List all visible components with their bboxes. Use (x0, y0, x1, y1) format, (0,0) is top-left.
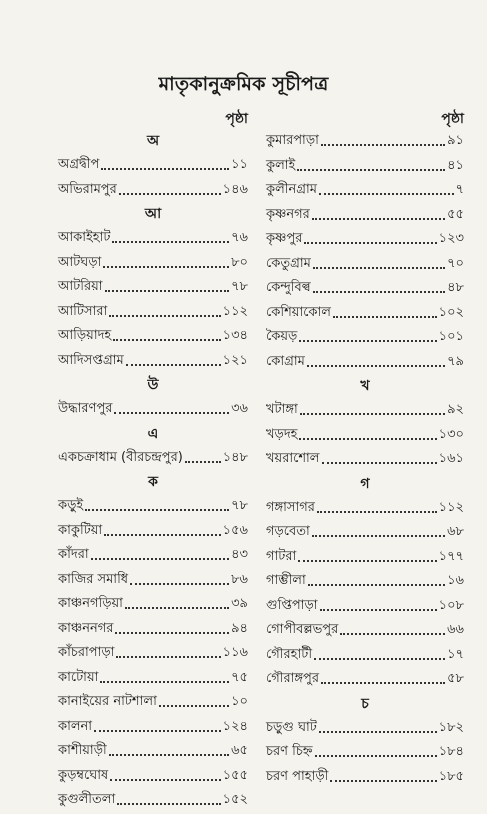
page-title: মাতৃকানুক্রমিক সূচীপত্র (158, 73, 329, 95)
entry-name: কাঁদরা (58, 547, 89, 562)
dot-leader (185, 461, 221, 463)
dot-leader (116, 656, 220, 658)
index-entry (266, 619, 464, 641)
entry-name: আড়িয়াদহ (58, 328, 112, 343)
entry-name: চরণ পাহাড়ী (266, 768, 329, 784)
entry-name: গড়বেতা (266, 524, 310, 539)
entry-page-number: ১৮৪ (438, 744, 464, 759)
entry-name: উদ্ধারণপুর (58, 401, 113, 416)
dot-leader (299, 438, 436, 440)
section-letter: ক (148, 474, 158, 490)
dot-leader (299, 340, 436, 342)
index-entry (266, 204, 464, 226)
dot-leader (307, 365, 445, 367)
index-entry (58, 765, 248, 787)
entry-page-number: ৮৬ (231, 571, 248, 587)
entry-name: কেন্দুবিল্ব (266, 280, 311, 295)
index-entry (266, 399, 464, 421)
entry-name: গঙ্গাসাগর (266, 499, 315, 515)
page-column-header: পৃষ্ঠা (441, 111, 464, 127)
entry-name: কেশিয়াকোল (266, 304, 331, 320)
right-column (266, 108, 464, 790)
section-letter: অ (146, 133, 160, 149)
index-entry (58, 252, 248, 274)
entry-page-number: ১৭৭ (438, 548, 464, 564)
entry-page-number: ১৫৬ (222, 522, 248, 538)
index-entry (58, 642, 248, 664)
entry-page-number: ১৬১ (438, 451, 464, 466)
entry-page-number: ৬৫ (231, 743, 248, 758)
dot-leader (297, 169, 445, 171)
entry-page-number: ৯১ (447, 133, 464, 148)
entry-page-number: ১৫২ (222, 792, 248, 807)
index-entry (58, 691, 248, 713)
entry-page-number: ১১ (231, 157, 248, 172)
section-letter: খ (360, 378, 370, 394)
dot-leader (330, 780, 436, 782)
dot-leader (298, 560, 436, 562)
entry-name: কৃষ্ণপুর (266, 231, 303, 246)
entry-page-number: ১১২ (438, 499, 464, 515)
index-entry (266, 741, 464, 763)
entry-name: চড়ুগু ঘাট (266, 719, 317, 735)
dot-leader (313, 291, 445, 293)
entry-name: গুপ্তিপাড়া (266, 597, 318, 613)
entry-page-number: ৭০ (447, 255, 464, 271)
entry-page-number: ১১২ (222, 303, 248, 319)
entry-page-number: ১২৪ (222, 718, 248, 734)
index-entry (58, 618, 248, 640)
entry-page-number: ১২৩ (438, 231, 464, 246)
dot-leader (109, 315, 220, 317)
index-entry (266, 766, 464, 788)
dot-leader (103, 266, 229, 268)
entry-name: কুলীনগ্রাম (266, 182, 317, 197)
index-entry (58, 325, 248, 347)
entry-name: গাটরা (266, 548, 297, 564)
index-entry (266, 351, 464, 373)
section-letter: উ (147, 377, 159, 393)
entry-name: খয়রাশোল (266, 451, 320, 466)
entry-page-number: ৭৮ (231, 498, 248, 513)
entry-name: কাকুটিয়া (58, 522, 103, 538)
entry-name: কাঞ্চননগর (58, 620, 114, 636)
dot-leader (319, 731, 437, 733)
entry-page-number: ৭৫ (231, 669, 248, 685)
index-entry (266, 228, 464, 250)
entry-name: কাটোয়া (58, 669, 99, 685)
index-entry (58, 447, 248, 469)
entry-page-number: ৯২ (447, 402, 464, 417)
entry-page-number: ১৪৬ (222, 181, 248, 197)
entry-page-number: ৭৬ (231, 230, 248, 245)
dot-leader (312, 218, 445, 220)
entry-page-number: ৩৯ (231, 596, 248, 611)
entry-name: কড়ুই (58, 498, 84, 513)
entry-page-number: ১১৬ (222, 645, 248, 660)
entry-page-number: ৪৮ (447, 280, 464, 295)
entry-page-number: ১৪৮ (222, 449, 248, 465)
entry-name: অগ্রদ্বীপ (58, 157, 100, 172)
entry-page-number: ৭৮ (231, 279, 248, 294)
index-entry (266, 570, 464, 592)
index-entry (266, 668, 464, 690)
index-entry (266, 277, 464, 299)
index-entry (266, 155, 464, 177)
index-entry (266, 302, 464, 324)
index-entry (58, 179, 248, 201)
index-entry (266, 130, 464, 152)
entry-page-number: ১০৮ (438, 597, 464, 613)
index-entry (266, 546, 464, 568)
left-column (58, 108, 248, 814)
index-entry (58, 350, 248, 372)
entry-page-number: ৩৬ (231, 401, 248, 416)
entry-name: কুমারপাড়া (266, 133, 319, 148)
dot-leader (115, 632, 229, 634)
entry-name: কাঁচরাপাড়া (58, 645, 115, 660)
entry-page-number: ১৫৫ (222, 767, 248, 783)
entry-page-number: ৭ (455, 182, 464, 197)
dot-leader (91, 558, 229, 560)
dot-leader (104, 534, 220, 536)
dot-leader (114, 412, 229, 414)
dot-leader (300, 413, 445, 415)
entry-name: আটঘড়া (58, 254, 102, 270)
entry-name: আটিসারা (58, 303, 108, 319)
entry-name: গোপীবল্লভপুর (266, 622, 339, 637)
dot-leader (126, 364, 221, 366)
entry-name: কাশীয়াড়ী (58, 743, 107, 758)
entry-page-number: ৬৮ (447, 524, 464, 539)
index-entry (266, 497, 464, 519)
index-entry (58, 276, 248, 298)
entry-page-number: ৬৬ (447, 622, 464, 637)
entry-page-number: ৯৪ (231, 620, 248, 636)
entry-name: কুগুলীতলা (58, 792, 116, 807)
entry-page-number: ১২১ (222, 352, 248, 368)
entry-name: আদিসপ্তগ্রাম (58, 352, 124, 368)
entry-page-number: ১৩০ (438, 426, 464, 442)
entry-page-number: ৫৫ (447, 206, 464, 222)
entry-name: অভিরামপুর (58, 181, 117, 197)
dot-leader (333, 316, 437, 318)
dot-leader (321, 144, 445, 146)
index-entry (58, 593, 248, 615)
dot-leader (159, 705, 229, 707)
dot-leader (308, 584, 445, 586)
index-entry (266, 424, 464, 446)
dot-leader (110, 779, 220, 781)
entry-name: গাম্ভীলা (266, 573, 306, 588)
index-entry (266, 521, 464, 543)
dot-leader (314, 658, 445, 660)
entry-name: কানাইয়ের নাটশালা (58, 694, 157, 709)
page-column-header: পৃষ্ঠা (225, 111, 248, 127)
entry-name: গৌরাঙ্গপুর (266, 671, 320, 686)
dot-leader (130, 583, 229, 585)
entry-page-number: ৮০ (231, 254, 248, 270)
index-entry (266, 448, 464, 470)
entry-name: খড়দহ (266, 426, 298, 442)
entry-name: কেতুগ্রাম (266, 255, 311, 271)
dot-leader (312, 535, 445, 537)
section-letter: চ (361, 695, 369, 712)
entry-name: খটাঙ্গা (266, 402, 298, 417)
entry-page-number: ১৩৪ (222, 328, 248, 343)
entry-name: কৈয়ড় (266, 329, 298, 344)
entry-name: কাঞ্চনগড়িয়া (58, 596, 123, 611)
section-letter: আ (144, 206, 162, 222)
entry-page-number: ১০ (231, 694, 248, 709)
entry-name: কৃষ্ণনগর (266, 206, 310, 222)
dot-leader (320, 609, 437, 611)
index-entry (58, 740, 248, 762)
dot-leader (315, 755, 437, 757)
entry-page-number: ৪৩ (231, 547, 248, 562)
index-entry (58, 495, 248, 517)
index-entry (266, 717, 464, 739)
index-entry (58, 301, 248, 323)
entry-name: আকাইহাট (58, 230, 111, 245)
entry-page-number: ১৭ (447, 646, 464, 662)
entry-page-number: ৭৯ (447, 353, 464, 369)
index-entry (58, 520, 248, 542)
index-entry (58, 154, 248, 176)
dot-leader (100, 681, 229, 683)
entry-name: কাজির সমাধি (58, 571, 129, 587)
dot-leader (113, 339, 220, 341)
index-entry (266, 179, 464, 201)
entry-name: চরণ চিহ্ন (266, 744, 313, 759)
entry-page-number: ১০২ (438, 304, 464, 320)
dot-leader (112, 241, 229, 243)
dot-leader (109, 754, 229, 756)
dot-leader (313, 267, 445, 269)
index-entry (266, 644, 464, 666)
entry-name: কুড়ম্বঘোষ (58, 767, 109, 783)
index-entry (58, 667, 248, 689)
index-entry (58, 569, 248, 591)
dot-leader (85, 509, 229, 511)
dot-leader (117, 803, 220, 805)
entry-name: কালনা (58, 718, 93, 734)
index-entry (58, 398, 248, 420)
dot-leader (340, 633, 445, 635)
dot-leader (119, 193, 221, 195)
index-entry (58, 544, 248, 566)
entry-page-number: ১৬ (447, 573, 464, 588)
section-letter: গ (360, 475, 370, 492)
entry-name: গৌরহাটী (266, 646, 313, 662)
section-letter: এ (147, 425, 159, 442)
dot-leader (101, 168, 229, 170)
dot-leader (317, 511, 437, 513)
entry-page-number: ৪১ (447, 157, 464, 173)
dot-leader (105, 290, 230, 292)
dot-leader (94, 730, 221, 732)
dot-leader (125, 607, 229, 609)
entry-name: কুলাই (266, 157, 296, 173)
entry-page-number: ১০১ (438, 329, 464, 344)
entry-name: একচক্রাধাম (বীরচন্দ্রপুর) (58, 449, 183, 465)
entry-page-number: ১৮৫ (438, 768, 464, 784)
index-entry (266, 253, 464, 275)
index-entry (58, 789, 248, 811)
entry-page-number: ১৮২ (438, 719, 464, 735)
index-entry (58, 716, 248, 738)
dot-leader (322, 462, 437, 464)
entry-name: কোগ্রাম (266, 353, 305, 369)
entry-name: আটরিয়া (58, 279, 103, 294)
dot-leader (321, 682, 445, 684)
entry-page-number: ৫৮ (447, 671, 464, 686)
dot-leader (319, 193, 454, 195)
index-entry (266, 326, 464, 348)
dot-leader (304, 242, 436, 244)
index-entry (58, 227, 248, 249)
index-entry (266, 595, 464, 617)
